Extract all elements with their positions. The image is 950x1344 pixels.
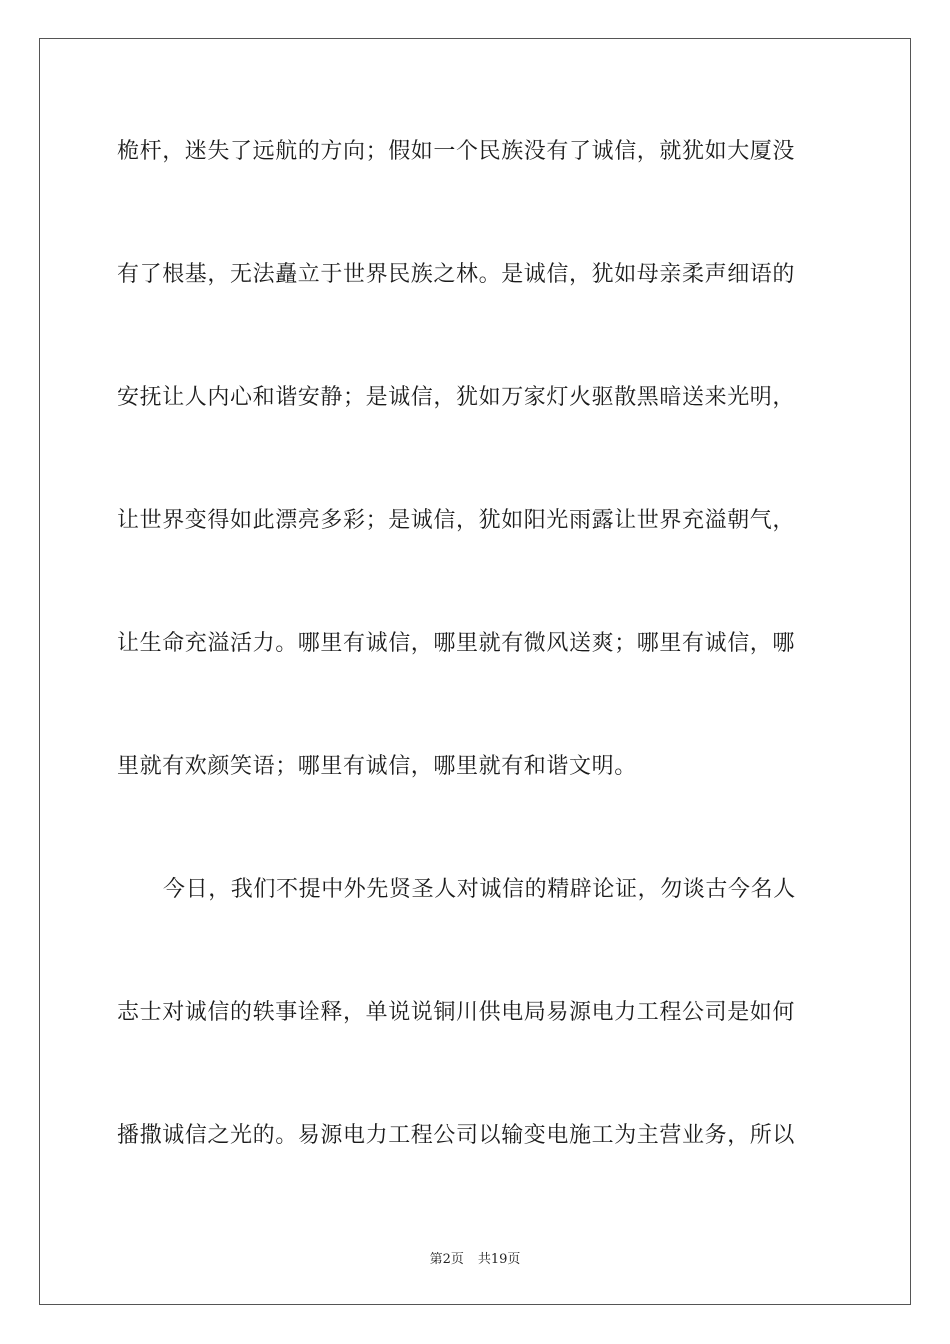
page-footer <box>0 1248 950 1267</box>
text-line-5: 让生命充溢活力。哪里有诚信，哪里就有微风送爽；哪里有诚信，哪 <box>117 631 796 656</box>
text-line-4: 让世界变得如此漂亮多彩；是诚信，犹如阳光雨露让世界充溢朝气， <box>117 508 796 533</box>
page-total: 共19页 <box>477 1252 521 1267</box>
text-line-1: 桅杆，迷失了远航的方向；假如一个民族没有了诚信，就犹如大厦没 <box>117 139 796 164</box>
text-line-9: 播撒诚信之光的。易源电力工程公司以输变电施工为主营业务，所以 <box>117 1123 796 1148</box>
text-line-8: 志士对诚信的轶事诠释，单说说铜川供电局易源电力工程公司是如何 <box>117 1000 796 1025</box>
page-border <box>39 38 911 1305</box>
text-line-2: 有了根基，无法矗立于世界民族之林。是诚信，犹如母亲柔声细语的 <box>117 262 796 287</box>
paragraph-start-line: 今日，我们不提中外先贤圣人对诚信的精辟论证，勿谈古今名人 <box>163 877 796 902</box>
page-number: 第2页 <box>429 1252 464 1267</box>
text-line-3: 安抚让人内心和谐安静；是诚信，犹如万家灯火驱散黑暗送来光明， <box>117 385 796 410</box>
text-line-6: 里就有欢颜笑语；哪里有诚信，哪里就有和谐文明。 <box>117 754 637 779</box>
